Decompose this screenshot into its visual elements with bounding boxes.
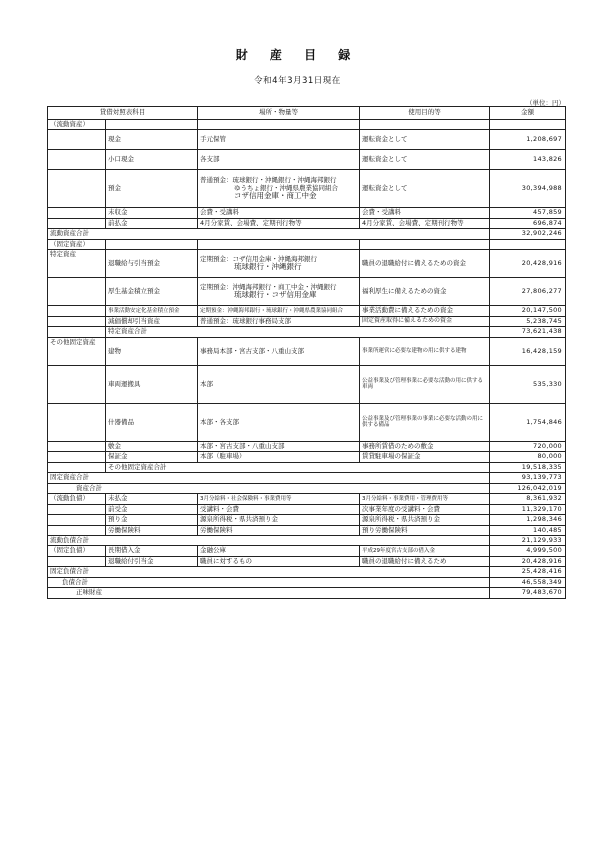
- table-row: [48, 515, 566, 525]
- location-line: コザ信用金庫・商工中金: [234, 191, 317, 201]
- amount-cell: 143,826: [490, 150, 566, 170]
- item-cell: 長期借入金: [106, 546, 198, 556]
- table-row: [48, 150, 566, 170]
- location-cell: 手元保管: [198, 130, 360, 150]
- total-label: 負債合計: [48, 577, 490, 587]
- total-amount: 32,902,246: [490, 229, 566, 239]
- item-cell: 車両運搬具: [106, 365, 198, 403]
- total-amount: 126,042,019: [490, 483, 566, 493]
- amount-cell: 535,330: [490, 365, 566, 403]
- amount-cell: 20,147,500: [490, 306, 566, 316]
- total-label: 特定資産合計: [106, 327, 490, 337]
- amount-cell: 140,485: [490, 525, 566, 535]
- location-cell: 本部・宮古支部・八重山支部: [198, 441, 360, 451]
- table-row: [48, 546, 566, 556]
- location-line: 普通預金：琉球銀行・沖縄銀行・沖縄海邦銀行: [200, 176, 337, 185]
- total-label: 正味財産: [48, 588, 490, 598]
- total-row: [48, 577, 566, 587]
- item-cell: 小口現金: [106, 150, 198, 170]
- use-cell: 次事業年度の受講料・会費: [360, 504, 490, 514]
- item-cell: 敷金: [106, 441, 198, 451]
- location-cell: 労働保険料: [198, 525, 360, 535]
- use-cell: 源泉所得税・県共済預り金: [360, 515, 490, 525]
- total-amount: 25,428,416: [490, 567, 566, 577]
- location-cell: [198, 278, 360, 306]
- header-item: 貸借対照表科目: [48, 107, 198, 120]
- item-cell: 什器備品: [106, 403, 198, 441]
- location-cell: 受講料・会費: [198, 504, 360, 514]
- total-row: [48, 588, 566, 598]
- item-cell: 厚生基金積立預金: [106, 278, 198, 306]
- use-cell: 平成29年度宮古支部の借入金: [360, 546, 490, 556]
- total-label: 固定資産合計: [48, 473, 490, 483]
- amount-cell: 30,394,988: [490, 170, 566, 208]
- location-line: 琉球銀行・沖縄銀行: [234, 262, 302, 272]
- amount-cell: 1,754,846: [490, 403, 566, 441]
- total-amount: 79,483,670: [490, 588, 566, 598]
- table-row: [48, 208, 566, 218]
- table-row: [48, 218, 566, 228]
- amount-cell: 20,428,916: [490, 250, 566, 278]
- use-cell: 3月分給料・事業費用・管理費用等: [360, 494, 490, 504]
- total-label: その他固定資産合計: [106, 462, 490, 472]
- document-title: 財 産 目 録: [235, 48, 360, 62]
- use-cell: 運転資金として: [360, 130, 490, 150]
- total-amount: 73,621,438: [490, 327, 566, 337]
- amount-cell: 27,806,277: [490, 278, 566, 306]
- asset-inventory-table: [47, 106, 566, 599]
- location-cell: 金融公庫: [198, 546, 360, 556]
- use-cell: 職員の退職給付に備えるための資金: [360, 250, 490, 278]
- item-cell: 前受金: [106, 504, 198, 514]
- table-row: [48, 403, 566, 441]
- use-cell: 事業所運営に必要な建物の用に供する建物: [360, 337, 490, 365]
- item-cell: 事業活動安定化基金積立預金: [106, 306, 198, 316]
- table-row: [48, 494, 566, 504]
- header-row: [48, 107, 566, 120]
- item-cell: 未収金: [106, 208, 198, 218]
- amount-cell: 11,329,170: [490, 504, 566, 514]
- table-row: [48, 316, 566, 326]
- location-cell: 本部・各支部: [198, 403, 360, 441]
- table-row: [48, 504, 566, 514]
- amount-cell: 1,208,697: [490, 130, 566, 150]
- total-label: 流動負債合計: [48, 535, 490, 545]
- section-fixed-liab: （固定負債）: [48, 546, 106, 556]
- total-amount: 21,129,933: [490, 535, 566, 545]
- total-amount: 93,139,773: [490, 473, 566, 483]
- amount-cell: 8,361,932: [490, 494, 566, 504]
- table-row: [48, 250, 566, 278]
- location-cell: [198, 170, 360, 208]
- total-label: 資産合計: [48, 483, 490, 493]
- section-current-liab: （流動負債）: [48, 494, 106, 504]
- table-row: [48, 556, 566, 566]
- location-line: 定期預金：沖縄海邦銀行・商工中金・沖縄銀行: [200, 282, 337, 291]
- item-cell: 現金: [106, 130, 198, 150]
- item-cell: 労働保険料: [106, 525, 198, 535]
- use-cell: 会費・受講料: [360, 208, 490, 218]
- use-cell: 固定資産取得に備えるための資金: [360, 316, 490, 326]
- header-location: 場所・物量等: [198, 107, 360, 120]
- amount-cell: 20,428,916: [490, 556, 566, 566]
- use-cell: 職員の退職給付に備えるため: [360, 556, 490, 566]
- amount-cell: 5,238,745: [490, 316, 566, 326]
- section-other-fixed: その他固定資産: [48, 337, 106, 365]
- location-cell: 各支部: [198, 150, 360, 170]
- table-row: [48, 278, 566, 306]
- subtotal-row: [48, 567, 566, 577]
- item-cell: 減価償却引当資産: [106, 316, 198, 326]
- subtotal-row: [48, 327, 566, 337]
- subtotal-row: [48, 462, 566, 472]
- location-cell: [198, 250, 360, 278]
- item-cell: 前払金: [106, 218, 198, 228]
- location-line: ゆうちょ銀行・沖縄県農業協同組合: [234, 183, 338, 192]
- location-cell: 4月分家賃、会場費、定期刊行物等: [198, 218, 360, 228]
- table-row: [48, 170, 566, 208]
- use-cell: 福利厚生に備えるための資金: [360, 278, 490, 306]
- amount-cell: 16,428,159: [490, 337, 566, 365]
- section-fixed-assets: （固定資産）: [48, 239, 106, 249]
- table-row: [48, 525, 566, 535]
- table-row: [48, 452, 566, 462]
- section-current-assets: （流動資産）: [48, 120, 106, 130]
- amount-cell: 457,859: [490, 208, 566, 218]
- table-row: [48, 441, 566, 451]
- subtotal-row: [48, 535, 566, 545]
- section-row: [48, 239, 566, 249]
- total-amount: 46,558,349: [490, 577, 566, 587]
- use-cell: 賃貸駐車場の保証金: [360, 452, 490, 462]
- location-cell: 定期預金：沖縄海邦銀行・琉球銀行・沖縄県農業協同組合: [198, 306, 360, 316]
- table-row: [48, 365, 566, 403]
- amount-cell: 4,999,500: [490, 546, 566, 556]
- location-line: 定期預金：コザ信用金庫・沖縄海邦銀行: [200, 254, 317, 263]
- location-cell: 職員に対するもの: [198, 556, 360, 566]
- location-cell: 本部（駐車場）: [198, 452, 360, 462]
- use-cell: 運転資金として: [360, 150, 490, 170]
- amount-cell: 80,000: [490, 452, 566, 462]
- use-cell: 事業活動費に備えるための資金: [360, 306, 490, 316]
- subtotal-row: [48, 229, 566, 239]
- item-cell: 預金: [106, 170, 198, 208]
- amount-cell: 696,874: [490, 218, 566, 228]
- location-cell: 3月分給料・社会保険料・事業費用等: [198, 494, 360, 504]
- item-cell: 未払金: [106, 494, 198, 504]
- unit-label: （単位：円）: [526, 99, 565, 107]
- total-label: 固定負債合計: [48, 567, 490, 577]
- use-cell: 公益事業及び管理事業の事業に必要な活動の用に供する備品: [360, 403, 490, 441]
- use-cell: 預り労働保険料: [360, 525, 490, 535]
- total-label: 流動資産合計: [48, 229, 490, 239]
- section-row: [48, 120, 566, 130]
- location-cell: 本部: [198, 365, 360, 403]
- item-cell: 預り金: [106, 515, 198, 525]
- item-cell: 退職給付引当金: [106, 556, 198, 566]
- amount-cell: 1,298,346: [490, 515, 566, 525]
- header-amount: 金額: [490, 107, 566, 120]
- location-line: 琉球銀行・コザ信用金庫: [234, 290, 317, 300]
- total-amount: 19,518,335: [490, 462, 566, 472]
- amount-cell: 720,000: [490, 441, 566, 451]
- item-cell: 退職給与引当預金: [106, 250, 198, 278]
- use-cell: 事務所賃借のための敷金: [360, 441, 490, 451]
- location-cell: 事務局本部・宮古支部・八重山支部: [198, 337, 360, 365]
- section-specified-assets: 特定資産: [48, 250, 106, 278]
- location-cell: 源泉所得税・県共済預り金: [198, 515, 360, 525]
- total-row: [48, 483, 566, 493]
- use-cell: 公益事業及び管理事業に必要な活動の用に供する車両: [360, 365, 490, 403]
- item-cell: 建物: [106, 337, 198, 365]
- header-use: 使用目的等: [360, 107, 490, 120]
- as-of-date: 令和4年3月31日現在: [254, 76, 341, 86]
- total-row: [48, 473, 566, 483]
- location-cell: 会費・受講料: [198, 208, 360, 218]
- table-row: [48, 306, 566, 316]
- table-row: [48, 130, 566, 150]
- item-cell: 保証金: [106, 452, 198, 462]
- use-cell: 4月分家賃、会場費、定期刊行物等: [360, 218, 490, 228]
- location-cell: 普通預金：琉球銀行事務局支部: [198, 316, 360, 326]
- use-cell: 運転資金として: [360, 170, 490, 208]
- table-row: [48, 337, 566, 365]
